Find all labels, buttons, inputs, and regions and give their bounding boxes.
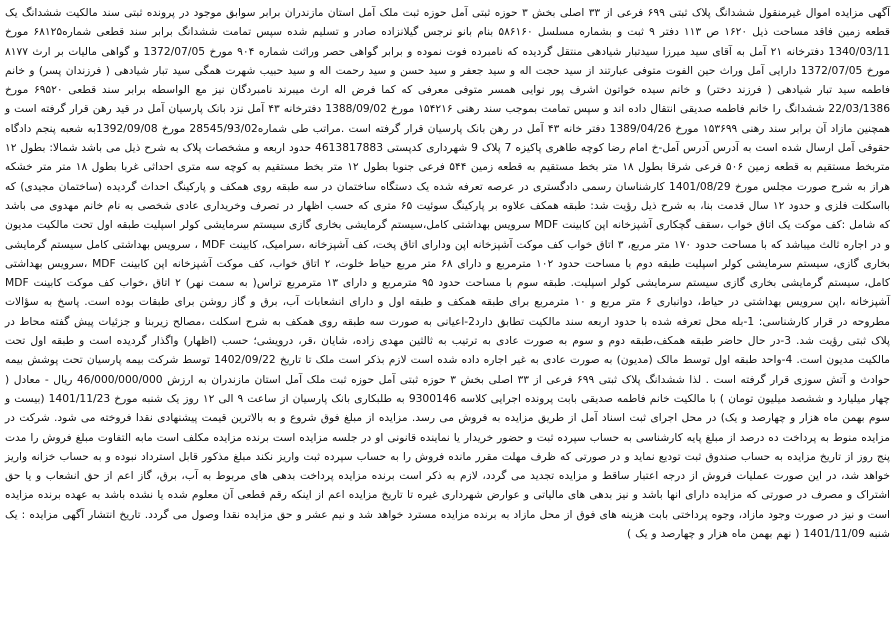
- auction-notice-body: آگهی مزایده اموال غیرمنقول ششدانگ پلاک ثبتی ۶۹۹ فرعی از ۳۳ اصلی بخش ۳ حوزه ثبتی آمل حوزه ثبت ملک آمل استان مازندران برابر سوابق موجود در پرونده ثبتی سند مالکیت ششدانگ یک قطعه زمین فاقد مساحت ذیل ۱۶۲۰ ص ۱۱۳ دفتر ۹ ثبت و بشماره مسلسل ۵۸۶۱۶۰ بنام بانو نرجس گیلانزاده صادر و تسلیم شده سپس تمامت ششدانگ برابر سند قطعی شماره۶۸۱۲۵ مورخ 1340/03/11 دفترخانه ۲۱ آمل به آقای سید میرزا سیدتبار شیادهی منتقل گردیده که نامبرده فوت نموده و برابر گواهی حصر وراثت شماره ۹۰۴ مورخ 1372/07/05 و گواهی مالیات بر ارث ۸۱۷۷ مورخ 1372/07/05 دارایی آمل وراث حین الفوت متوفی عبارتند از سید حجت اله و سید جعفر و سید حسن و سید رحمت اله و سید حبیب شهرت همگی سید تبار شیادهی ( فرزندان پسر) و خانم فاطمه سید تبار شیادهی ( فرزند دختر) و خانم سیده خواتون اشرف پور نوایی همسر متوفی معرفی که کما فرض اله ارث میبرند نامبردگان نیز مع الواسطه برابر سند قطعی ۶۹۵۲۰ مورخ 22/03/1386 ششدانگ را خانم فاطمه صدیقی انتقال داده اند و سپس تمامت بموجب سند رهنی ۱۵۴۲۱۶ مورخ 1388/09/02 دفترخانه ۴۳ آمل نزد بانک پارسیان آمل در قید رهن قرار گرفته است و همچنین مازاد آن برابر سند رهنی ۱۵۳۶۹۹ مورخ 1389/04/26 دفتر خانه ۴۳ آمل در رهن بانک پارسیان قرار گرفته است .مراتب طی شماره28545/93/02 مورخ 1392/09/08به شعبه پنجم دادگاه حقوقی آمل ارسال شده است به آدرس آدرس آمل-خ امام رضا کوچه طاهری پاکیزه 7 پلاک 9 شهرداری کدپستی 4613817883 حدود اربعه و مشخصات پلاک به شرح ذیل می باشد شمالا: بطول ۱۲ متربخط مستقیم به قطعه زمین ۵۰۶ فرعی شرقا بطول ۱۸ متر بخط مستقیم به قطعه زمین ۵۴۴ فرعی جنوبا بطول ۱۲ متر بخط مستقیم به کوچه سه متری احداثی غربا بطول ۱۸ متر متر خشکه هراز به شرح صورت مجلس مورخ 1401/08/29 کارشناسان رسمی دادگستری در عرصه تعرفه شده یک دستگاه ساختمان در سه طبقه روی همکف و پارکینگ احداث گردیده (ساختمان مجیدی) که بااسکلت فلزی و حدود ۱۲ سال قدمت بنا، به شرح ذیل رؤیت شد: طبقه همکف علاوه بر پارکینگ سوئیت ۶۵ متری که حسب اظهار در تصرف وخریداری عادی شخصی به نام خانم مهدوی می باشد که شامل :کف موکت یک اتاق خواب ،سقف گچکاری آشپزخانه اپن کابینت MDF سرویس بهداشتی کامل،سیستم گرمایشی بخاری گازی سیستم سرمایشی کولر اسپلیت طبقه اول تحت مالکیت مدیون و در اجاره ثالث میباشد که با مساحت حدود ۱۷۰ متر مربع، ۳ اتاق خواب کف موکت آشپزخانه اپن ودارای اتاق پخت، کف آشپزخانه ،سرامیک، کابینت MDF ، سرویس بهداشتی کامل سیستم گرمایشی بخاری گازی، سیستم سرمایشی کولر اسپلیت طبقه دوم با مساحت حدود ۱۰۲ مترمربع و دارای ۶۸ متر مربع حیاط خلوت، ۲ اتاق خواب، کف موکت آشپزخانه اپن کابینت MDF ،سرویس بهداشتی کامل، سیستم گرمایشی بخاری گازی سیستم سرمایشی کولر اسپلیت. طبقه سوم با مساحت حدود ۹۵ مترمربع و دارای ۱۳ مترمربع تراس( به سمت نهر) ۲ اتاق ،خواب کف موکت کابینت MDF آشپزخانه ،اپن سرویس بهداشتی در حیاط، دوانباری ۶ متر مربع و ۱۰ مترمربع برای طبقه همکف و طبقه اول و دارای انشعابات آب، برق و گاز روشن برای طبقات بوده است. پاسخ به سؤالات مطروحه در قرار کارشناسی: 1-بله محل تعرفه شده با حدود اربعه سند مالکیت تطابق دارد2-اعیانی به صورت سه طبقه روی همکف به شرح اسکلت ،مصالح زیربنا و جزئیات پیش گفته محاط در پلاک ثبتی رؤیت شد. 3-در حال حاضر طبقه همکف،طبقه دوم و سوم به صورت عادی به ترتیب به ثالثین مهدی زاده، شایان ،قر، درویشی؛ حسب (اظهار) واگذار گردیده است و طبقه اول تحت مالکیت مدیون است. 4-واحد طبقه اول توسط مالک (مدیون) به صورت عادی به غیر اجاره داده شده است لازم بذکر است ملک تا تاریخ 1402/09/22 توسط شرکت بیمه پارسیان تحت پوشش بیمه حوادث و آتش سوزی قرار گرفته است . لذا ششدانگ پلاک ثبتی ۶۹۹ فرعی از ۳۳ اصلی بخش ۳ حوزه ثبتی آمل حوزه ثبت ملک آمل استان مازندران به ارزش 46/000/000/000 ریال - معادل ( چهار میلیارد و ششصد میلیون تومان ) با مالکیت خانم فاطمه صدیقی بابت پرونده اجرایی کلاسه 9300146 به طلبکاری بانک پارسیان از ساعت ۹ الی ۱۲ روز یک شنبه مورخ 1401/11/23 (بیست و سوم بهمن ماه هزار و چهارصد و یک) در محل اجرای ثبت اسناد آمل از طریق مزایده به فروش می رسد. مزایده از مبلغ فوق شروع و به بالاترین قیمت پیشنهادی نقدا فروخته می شود. شرکت در مزایده منوط به پرداخت ده درصد از مبلغ پایه کارشناسی به حساب سپرده ثبت و حضور خریدار یا نماینده قانونی او در جلسه مزایده است برنده مزایده مکلف است مابه التفاوت مبلغ فروش را مدت پنج روز از تاریخ مزایده به حساب صندوق ثبت تودیع نماید و در صورتی که ظرف مهلت مقرر مانده فروش را به حساب سپرده ثبت واریز نکند مبلغ مذکور قابل استرداد نبوده و به حساب خزانه واریز خواهد شد، در این صورت عملیات فروش از درجه اعتبار ساقط و مزایده تجدید می گردد، لازم به ذکر است برنده مزایده پرداخت بدهی های مربوط به آب، برق، گاز اعم از حق انشعاب و یا حق اشتراک و مصرف در صورتی که مزایده دارای انها باشد و نیز بدهی های مالیاتی و عوارض شهرداری غیره تا تاریخ مزایده اعم از اینکه رقم قطعی آن معلوم شده یا نشده باشد به عهده برنده مزایده است و نیز در صورت وجود مازاد، وجوه پرداختی بابت هزینه های فوق از محل مازاد به برنده مزایده مسترد خواهد شد و نیم عشر و حق مزایده نقدا وصول می گردد. تاریخ انتشار آگهی مزایده : یک شنبه 1401/11/09 ( نهم بهمن ماه هزار و چهارصد و یک ): [5, 6, 891, 541]
